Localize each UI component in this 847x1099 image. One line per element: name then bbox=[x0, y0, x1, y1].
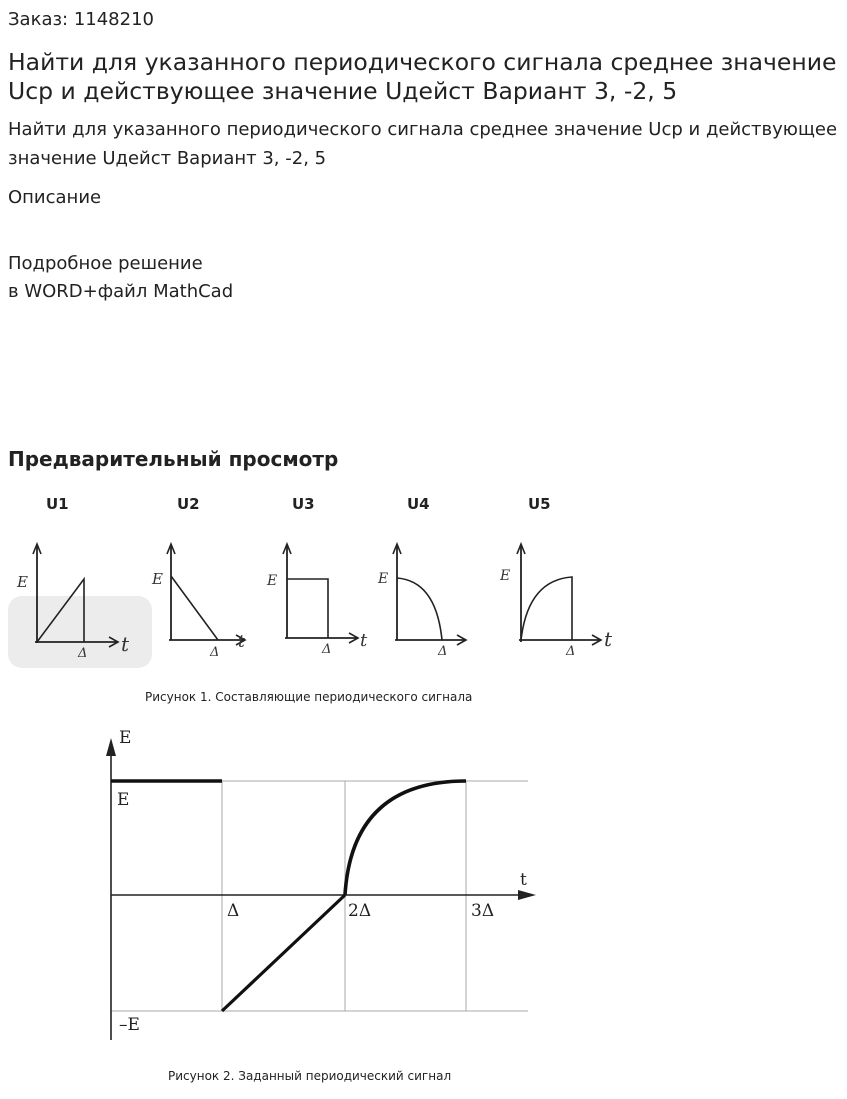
x-tick-2delta: 2Δ bbox=[348, 901, 372, 921]
panel-u1-xlabel: t bbox=[121, 632, 130, 656]
solution-line-2: в WORD+файл MathCad bbox=[8, 281, 234, 302]
panel-label-u2: U2 bbox=[177, 495, 200, 513]
panel-u3-xlabel: t bbox=[360, 630, 368, 651]
panel-u2-tick: Δ bbox=[210, 645, 220, 660]
panel-label-u3: U3 bbox=[292, 495, 315, 513]
y-axis-arrow bbox=[106, 738, 116, 756]
panel-label-u1: U1 bbox=[46, 495, 69, 513]
preview-heading: Предварительный просмотр bbox=[8, 447, 339, 471]
signal-segment-ramp bbox=[222, 895, 345, 1011]
x-axis-label: t bbox=[520, 870, 527, 890]
figure-2-periodic-signal bbox=[0, 720, 847, 1099]
figure-2-caption: Рисунок 2. Заданный периодический сигнал bbox=[168, 1069, 452, 1083]
solution-info bbox=[8, 250, 233, 306]
panel-u4-tick: Δ bbox=[438, 644, 448, 659]
figure-1-component-signals bbox=[0, 488, 847, 713]
panel-u3-ylabel: E bbox=[267, 573, 278, 589]
x-tick-delta: Δ bbox=[227, 901, 240, 921]
y-tick-top: E bbox=[117, 790, 130, 810]
y-tick-bottom: –E bbox=[119, 1015, 140, 1035]
panel-u5-tick: Δ bbox=[566, 644, 576, 659]
description-heading: Описание bbox=[8, 187, 102, 208]
y-axis-label: E bbox=[119, 728, 132, 748]
panel-u2-xlabel: t bbox=[238, 632, 245, 652]
task-description: Найти для указанного периодического сигнала среднее значение Uср и действующее значение Uдейст Вариант 3, -2, 5 bbox=[8, 119, 838, 169]
panel-u5-xlabel: t bbox=[604, 627, 613, 651]
x-axis-arrow bbox=[518, 890, 536, 900]
solution-line-1: Подробное решение bbox=[8, 253, 203, 274]
panel-label-u5: U5 bbox=[528, 495, 551, 513]
figure-1-caption: Рисунок 1. Составляющие периодического сигнала bbox=[145, 690, 473, 704]
panel-u3 bbox=[266, 495, 368, 657]
panel-u1-tick: Δ bbox=[78, 646, 88, 661]
panel-u5 bbox=[499, 495, 613, 659]
page-title: Найти для указанного периодического сигнала среднее значение Uср и действующее значение Uдейст Вариант 3, -2, 5 bbox=[8, 48, 837, 105]
panel-u1-ylabel: E bbox=[17, 573, 28, 591]
panel-u4-ylabel: E bbox=[378, 571, 389, 587]
order-number: Заказ: 1148210 bbox=[8, 9, 154, 30]
panel-u2 bbox=[151, 495, 245, 660]
x-tick-3delta: 3Δ bbox=[471, 901, 495, 921]
panel-u4 bbox=[377, 495, 466, 659]
panel-u3-tick: Δ bbox=[322, 642, 332, 657]
panel-u2-ylabel: E bbox=[152, 570, 163, 588]
signal-segment-curve bbox=[345, 781, 466, 895]
panel-label-u4: U4 bbox=[407, 495, 430, 513]
panel-u5-ylabel: E bbox=[500, 568, 511, 584]
